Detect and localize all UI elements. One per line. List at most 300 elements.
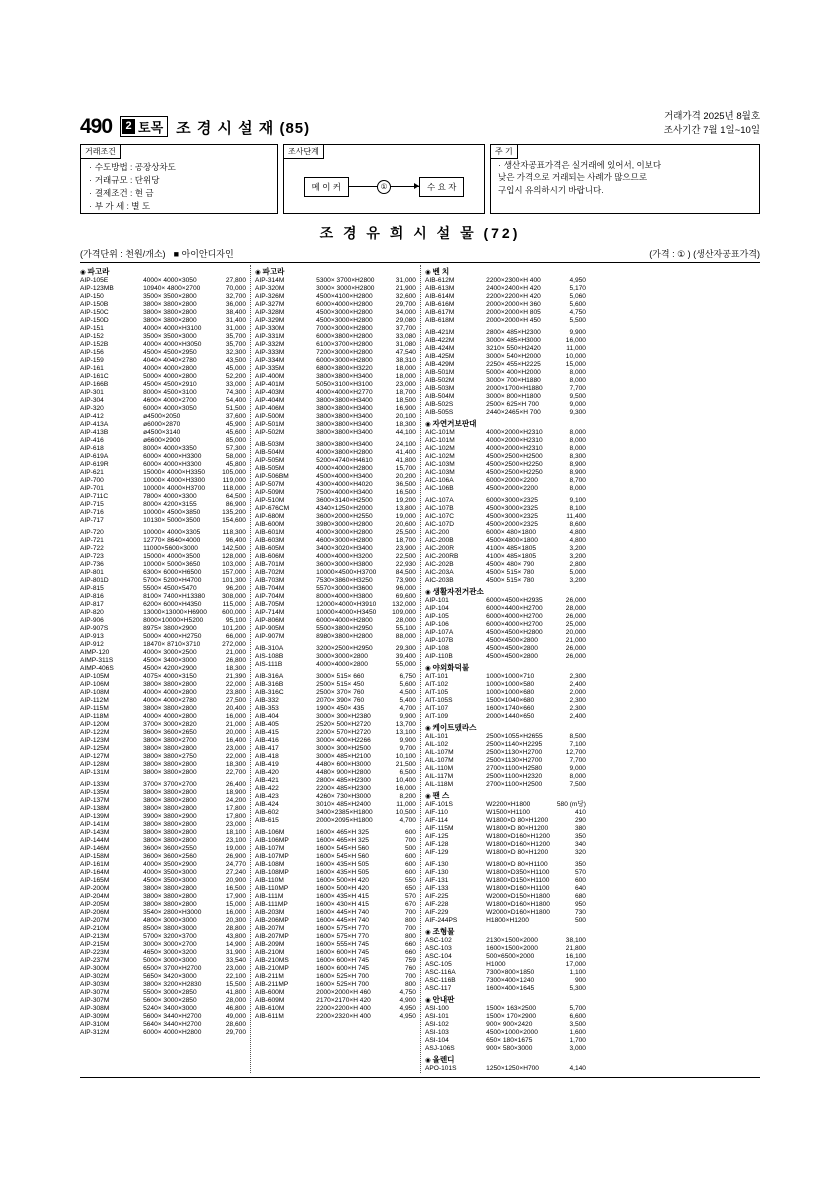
- product-code: AIP-123MB: [80, 284, 114, 292]
- table-row: [255, 293, 416, 301]
- product-code: AIB-210MP: [255, 964, 289, 972]
- product-code: ASC-117: [425, 984, 452, 992]
- product-price: 500: [404, 844, 416, 852]
- product-spec: 2200× 570×H2720: [316, 728, 371, 736]
- product-code: AIP-200M: [80, 884, 110, 892]
- product-spec: 8500× 3800×3000: [143, 924, 197, 932]
- table-row: [255, 413, 416, 421]
- table-row: [255, 721, 416, 729]
- product-spec: 4000×4000×H3200: [316, 552, 373, 560]
- product-price: 2,400: [569, 680, 586, 688]
- product-code: AIP-700: [80, 476, 104, 484]
- table-row: [425, 833, 586, 841]
- product-code: ASC-102: [425, 936, 452, 944]
- product-spec: 4480× 600×H3000: [316, 760, 371, 768]
- product-price: 57,300: [225, 444, 246, 452]
- product-code: AIB-207M: [255, 924, 285, 932]
- product-spec: 5600× 3000×2850: [143, 996, 197, 1004]
- product-spec: 3000×3000×2800: [316, 652, 368, 660]
- price-column: [80, 265, 250, 1073]
- table-row: [255, 785, 416, 793]
- product-code: AIC-200B: [425, 536, 454, 544]
- product-spec: 1000×1000×580: [486, 680, 535, 688]
- product-code: AIP-618: [80, 444, 104, 452]
- product-spec: 1600× 575×H 770: [316, 924, 369, 932]
- product-code: AIC-101M: [425, 428, 455, 436]
- table-row: [80, 957, 246, 965]
- product-price: 27,240: [225, 868, 246, 876]
- product-group-title: ◉ 올렌디: [425, 1054, 586, 1065]
- product-spec: 6000× 4000×H3300: [143, 452, 202, 460]
- product-price: 700: [404, 836, 416, 844]
- product-code: AIP-310M: [80, 1020, 110, 1028]
- product-code: AIC-103M: [425, 460, 455, 468]
- table-row: [80, 981, 246, 989]
- product-code: AIB-404: [255, 712, 279, 720]
- table-row: [80, 437, 246, 445]
- product-spec: 4500× 515× 780: [486, 568, 535, 576]
- table-row: [255, 917, 416, 925]
- product-spec: H1800×H1200: [486, 916, 529, 924]
- product-price: 9,900: [569, 328, 586, 336]
- product-spec: 5650× 3420×3000: [143, 972, 197, 980]
- product-spec: W1800×D 80×H1200: [486, 824, 549, 832]
- table-row: [80, 657, 246, 665]
- product-code: AIF-130: [425, 860, 449, 868]
- table-row: [425, 301, 586, 309]
- table-row: [425, 945, 586, 953]
- product-spec: 1600× 445×H 740: [316, 908, 369, 916]
- table-row: [255, 449, 416, 457]
- product-group-title: ◉ 케이트뎄라스: [425, 722, 586, 733]
- product-spec: 2800× 485×H2300: [316, 776, 371, 784]
- table-row: [425, 345, 586, 353]
- product-spec: 3800× 3800×2800: [143, 804, 197, 812]
- table-row: [80, 1029, 246, 1037]
- product-spec: 1500×1040×680: [486, 696, 535, 704]
- table-row: [80, 909, 246, 917]
- product-spec: 4500× 4200×2900: [143, 664, 197, 672]
- product-spec: 15000× 4000×H3350: [143, 468, 206, 476]
- product-price: 16,500: [395, 488, 416, 496]
- product-code: AIP-108: [425, 644, 449, 652]
- product-price: 38,310: [395, 356, 416, 364]
- product-price: 24,100: [395, 440, 416, 448]
- flow-maker: 메 이 커: [304, 177, 349, 197]
- product-price: 900: [574, 976, 586, 984]
- table-row: [425, 277, 586, 285]
- info-box-row: [80, 144, 760, 214]
- product-code: AIP-312M: [80, 1028, 110, 1036]
- product-code: AIF-125: [425, 832, 449, 840]
- product-spec: 6000× 4000×H2800: [143, 1028, 202, 1036]
- table-row: [80, 917, 246, 925]
- product-spec: 3800× 3800×2800: [143, 768, 197, 776]
- table-row: [255, 957, 416, 965]
- table-row: [80, 365, 246, 373]
- product-spec: 1000×1000×680: [486, 688, 535, 696]
- product-spec: 4000×3000×H2800: [316, 528, 373, 536]
- table-row: [80, 601, 246, 609]
- product-code: AIP-715: [80, 500, 104, 508]
- product-spec: 1600× 575×H 770: [316, 932, 369, 940]
- table-row: [80, 445, 246, 453]
- product-spec: 6000× 4000×3050: [143, 404, 197, 412]
- product-code: AIB-703M: [255, 576, 285, 584]
- product-code: ASC-105: [425, 960, 452, 968]
- product-price: 9,900: [399, 736, 416, 744]
- product-code: AIP-717: [80, 516, 104, 524]
- table-row: [80, 553, 246, 561]
- product-code: AIB-617M: [425, 308, 455, 316]
- product-code: ASC-116A: [425, 968, 456, 976]
- product-price: 16,000: [225, 712, 246, 720]
- product-spec: 15000× 4000×3500: [143, 552, 201, 560]
- product-price: 16,400: [225, 736, 246, 744]
- product-spec: 2520× 500×H2720: [316, 720, 371, 728]
- product-code: AIL-101: [425, 732, 449, 740]
- product-code: AIT-102: [425, 680, 449, 688]
- table-row: [425, 401, 586, 409]
- product-spec: 1600× 435×H 505: [316, 868, 369, 876]
- product-code: AIP-716: [80, 508, 104, 516]
- product-spec: 4480× 900×H2800: [316, 768, 371, 776]
- table-row: [80, 569, 246, 577]
- product-spec: 3400×2385×H1800: [316, 808, 373, 816]
- product-price: 600: [404, 860, 416, 868]
- product-code: AIP-122M: [80, 728, 110, 736]
- table-row: [255, 389, 416, 397]
- flow-arrow: [349, 182, 419, 192]
- product-price: 8,000: [569, 772, 586, 780]
- table-row: [255, 301, 416, 309]
- table-row: [80, 737, 246, 745]
- product-spec: ø4500×2050: [143, 412, 181, 420]
- product-price: 96,200: [225, 584, 246, 592]
- table-row: [80, 545, 246, 553]
- product-price: 5,400: [399, 696, 416, 704]
- table-row: [255, 689, 416, 697]
- product-price: 10,100: [395, 752, 416, 760]
- product-price: 49,000: [225, 1012, 246, 1020]
- product-spec: W2000×D160×H1800: [486, 908, 550, 916]
- product-spec: 3600×3000×H3800: [316, 560, 373, 568]
- product-price: 13,700: [395, 720, 416, 728]
- product-price: 23,800: [225, 688, 246, 696]
- product-code: AIB-420: [255, 768, 279, 776]
- product-spec: 1600× 525×H 700: [316, 980, 369, 988]
- product-spec: 8980×3800×H2800: [316, 632, 373, 640]
- product-spec: 4000× 4000×3050: [143, 276, 197, 284]
- product-code: AIP-412: [80, 412, 104, 420]
- product-code: AIP-237M: [80, 956, 110, 964]
- product-price: 7,700: [569, 384, 586, 392]
- product-price: 4,750: [569, 308, 586, 316]
- product-code: AIP-501M: [255, 420, 285, 428]
- table-row: [425, 885, 586, 893]
- table-row: [255, 729, 416, 737]
- table-row: [425, 561, 586, 569]
- product-spec: 3800×3800×H3400: [316, 412, 373, 420]
- product-spec: 4000×2000×H2310: [486, 428, 543, 436]
- product-price: 109,000: [392, 608, 416, 616]
- product-spec: 4500×3000×2325: [486, 504, 538, 512]
- product-code: AIP-125M: [80, 744, 110, 752]
- product-group-title: ◉ 생활자전거관소: [425, 586, 586, 597]
- product-spec: 3800× 3800×2800: [143, 828, 197, 836]
- condition-item: · 결제조건 : 현 금: [89, 187, 277, 200]
- product-code: AIP-133M: [80, 780, 110, 788]
- product-price: 31,080: [395, 340, 416, 348]
- product-code: AIP-404M: [255, 396, 285, 404]
- table-row: [80, 925, 246, 933]
- product-code: AIF-130: [425, 868, 449, 876]
- table-row: [425, 697, 586, 705]
- product-spec: W1800×D160×H1100: [486, 884, 550, 892]
- table-row: [425, 961, 586, 969]
- table-row: [425, 477, 586, 485]
- product-spec: 1600× 445×H 740: [316, 916, 369, 924]
- product-code: ASC-103: [425, 944, 452, 952]
- table-row: [255, 925, 416, 933]
- product-group-title: ◉ 벤 치: [425, 266, 586, 277]
- product-code: AIB-209M: [255, 940, 285, 948]
- product-spec: 4600× 4000×2700: [143, 396, 197, 404]
- product-code: AIB-203M: [255, 908, 285, 916]
- product-group-title: ◉ 파고라: [255, 266, 416, 277]
- product-price: 18,300: [225, 664, 246, 672]
- table-row: [255, 585, 416, 593]
- table-row: [425, 801, 586, 809]
- table-row: [80, 405, 246, 413]
- product-group-title: ◉ 조형물: [425, 926, 586, 937]
- product-price: 20,300: [225, 916, 246, 924]
- product-price: 41,400: [395, 448, 416, 456]
- product-spec: 3600×2000×H2550: [316, 512, 373, 520]
- product-code: AIP-621: [80, 468, 104, 476]
- product-code: AIP-413A: [80, 420, 109, 428]
- product-price: 46,800: [225, 1004, 246, 1012]
- product-spec: 1600× 600×H 745: [316, 948, 369, 956]
- product-price: 70,000: [225, 284, 246, 292]
- product-spec: 1600× 435×H 415: [316, 892, 369, 900]
- product-code: AIP-680M: [255, 512, 285, 520]
- table-row: [255, 753, 416, 761]
- product-price: 17,800: [225, 812, 246, 820]
- product-code: AIF-115M: [425, 824, 454, 832]
- product-price: 32,600: [395, 292, 416, 300]
- product-code: AIP-106M: [80, 680, 110, 688]
- product-price: 18,700: [395, 536, 416, 544]
- product-spec: 3800× 3800×2800: [143, 836, 197, 844]
- product-code: AIB-424: [255, 800, 279, 808]
- product-spec: 4500×3000×2325: [486, 512, 538, 520]
- product-spec: 6000× 480×1800: [486, 528, 537, 536]
- product-spec: 3000× 485×H2100: [316, 752, 371, 760]
- product-price: 1,700: [569, 1036, 586, 1044]
- product-price: 29,700: [225, 1028, 246, 1036]
- condition-item: · 부 가 세 : 별 도: [89, 200, 277, 213]
- product-code: AIP-105E: [80, 276, 109, 284]
- product-spec: ø6600×2900: [143, 436, 181, 444]
- maker-name: ■ 아이안디자인: [173, 248, 234, 259]
- product-spec: 3600×3140×H2500: [316, 496, 373, 504]
- product-code: AIP-159: [80, 356, 104, 364]
- product-price: 9,100: [569, 496, 586, 504]
- product-code: AIP-905M: [255, 624, 285, 632]
- table-row: [255, 877, 416, 885]
- product-spec: 3800×3800×H3400: [316, 396, 373, 404]
- product-spec: 3000× 3000×H2800: [316, 284, 375, 292]
- product-spec: 1500× 170×2900: [486, 1012, 537, 1020]
- table-row: [255, 465, 416, 473]
- product-price: 340: [574, 840, 586, 848]
- product-spec: 3800× 3800×2800: [143, 300, 197, 308]
- product-price: 8,900: [569, 468, 586, 476]
- product-price: 16,000: [565, 336, 586, 344]
- product-code: AIP-107A: [425, 628, 454, 636]
- product-spec: 3800× 3800×2800: [143, 884, 197, 892]
- product-code: AIP-104: [425, 604, 449, 612]
- product-code: AIP-213M: [80, 932, 110, 940]
- product-code: AIC-200RB: [425, 552, 459, 560]
- product-price: 32,700: [225, 292, 246, 300]
- product-price: 15,000: [565, 360, 586, 368]
- product-price: 16,900: [395, 404, 416, 412]
- product-code: AIB-505M: [255, 464, 285, 472]
- table-row: [425, 653, 586, 661]
- product-spec: 2500× 370× 760: [316, 688, 365, 696]
- product-price: 6,500: [399, 768, 416, 776]
- product-code: AIP-326M: [255, 292, 285, 300]
- product-code: AIP-506BM: [255, 472, 289, 480]
- product-price: 45,600: [225, 428, 246, 436]
- table-row: [255, 521, 416, 529]
- product-price: 8,000: [569, 436, 586, 444]
- product-code: AIP-141M: [80, 820, 110, 828]
- product-price: 9,300: [569, 408, 586, 416]
- product-price: 4,750: [399, 988, 416, 996]
- product-spec: 7500×4000×H3400: [316, 488, 373, 496]
- product-spec: 900× 900×2420: [486, 1020, 533, 1028]
- product-spec: 3700× 3700×2700: [143, 780, 197, 788]
- table-row: [80, 845, 246, 853]
- product-code: AIB-423: [255, 792, 279, 800]
- product-price: 20,600: [395, 520, 416, 528]
- product-price: 7,500: [569, 780, 586, 788]
- product-code: AIP-912: [80, 640, 104, 648]
- table-row: [80, 593, 246, 601]
- product-spec: 3800× 3800×2800: [143, 820, 197, 828]
- product-price: 29,080: [395, 316, 416, 324]
- product-spec: 4500× 4500×2950: [143, 348, 197, 356]
- table-row: [80, 837, 246, 845]
- product-price: 19,000: [225, 844, 246, 852]
- product-spec: 3000× 300×H2500: [316, 744, 371, 752]
- product-price: 8,000: [569, 444, 586, 452]
- product-code: ASI-101: [425, 1012, 449, 1020]
- product-code: AIC-102M: [425, 452, 455, 460]
- product-spec: 6000×3000×2325: [486, 496, 538, 504]
- product-price: 8,100: [569, 504, 586, 512]
- table-row: [80, 537, 246, 545]
- product-price: 12,700: [565, 748, 586, 756]
- product-spec: 6000×4000×H2700: [486, 620, 543, 628]
- table-row: [80, 389, 246, 397]
- table-row: [80, 285, 246, 293]
- product-spec: W1800×D160×H1200: [486, 840, 550, 848]
- product-spec: 4000× 4000×2800: [143, 688, 197, 696]
- product-spec: 4500×4100×H2800: [316, 292, 373, 300]
- product-spec: 2800× 485×H2300: [486, 328, 541, 336]
- product-price: 10,000: [565, 352, 586, 360]
- table-row: [80, 461, 246, 469]
- table-row: [80, 781, 246, 789]
- table-row: [255, 481, 416, 489]
- product-price: 4,950: [569, 276, 586, 284]
- product-code: AIB-502S: [425, 400, 454, 408]
- product-code: AIP-906: [80, 616, 104, 624]
- product-price: 550: [404, 876, 416, 884]
- product-price: 380: [574, 824, 586, 832]
- table-row: [80, 797, 246, 805]
- product-spec: 2500×1130×H2700: [486, 756, 543, 764]
- table-row: [80, 753, 246, 761]
- table-row: [425, 629, 586, 637]
- product-code: AIP-507M: [255, 480, 285, 488]
- table-row: [80, 713, 246, 721]
- product-spec: 2200×2300×H 400: [486, 276, 541, 284]
- product-code: AIP-330M: [255, 324, 285, 332]
- product-price: 11,000: [396, 800, 416, 808]
- product-code: AIB-609M: [255, 996, 285, 1004]
- table-row: [425, 869, 586, 877]
- table-row: [255, 681, 416, 689]
- table-row: [425, 317, 586, 325]
- product-code: AIF-225: [425, 892, 449, 900]
- page-title: 조 경 시 설 재 (85): [176, 119, 311, 137]
- product-code: AIP-720: [80, 528, 104, 536]
- product-spec: 3000× 800×H1800: [486, 392, 541, 400]
- table-row: [80, 861, 246, 869]
- product-code: AIL-107M: [425, 748, 454, 756]
- table-row: [425, 741, 586, 749]
- table-row: [255, 645, 416, 653]
- table-row: [255, 737, 416, 745]
- product-spec: 4500× 480× 790: [486, 560, 535, 568]
- product-code: AIL-118M: [425, 780, 454, 788]
- table-row: [425, 977, 586, 985]
- product-spec: 4500×4500×2800: [486, 644, 538, 652]
- table-row: [255, 333, 416, 341]
- product-spec: 3980×3000×H2800: [316, 520, 373, 528]
- product-code: AIT-107: [425, 704, 449, 712]
- table-row: [80, 529, 246, 537]
- product-code: AIP-307M: [80, 988, 110, 996]
- product-price: 308,000: [222, 592, 246, 600]
- product-price: 21,500: [395, 760, 416, 768]
- table-row: [255, 609, 416, 617]
- product-price: 8,000: [569, 428, 586, 436]
- product-spec: 8975× 3800×2900: [143, 624, 197, 632]
- product-code: AIB-705M: [255, 600, 285, 608]
- product-code: AIL-110M: [425, 764, 454, 772]
- table-row: [425, 861, 586, 869]
- table-row: [80, 729, 246, 737]
- product-price: 51,500: [225, 404, 246, 412]
- table-row: [255, 513, 416, 521]
- table-row: [425, 817, 586, 825]
